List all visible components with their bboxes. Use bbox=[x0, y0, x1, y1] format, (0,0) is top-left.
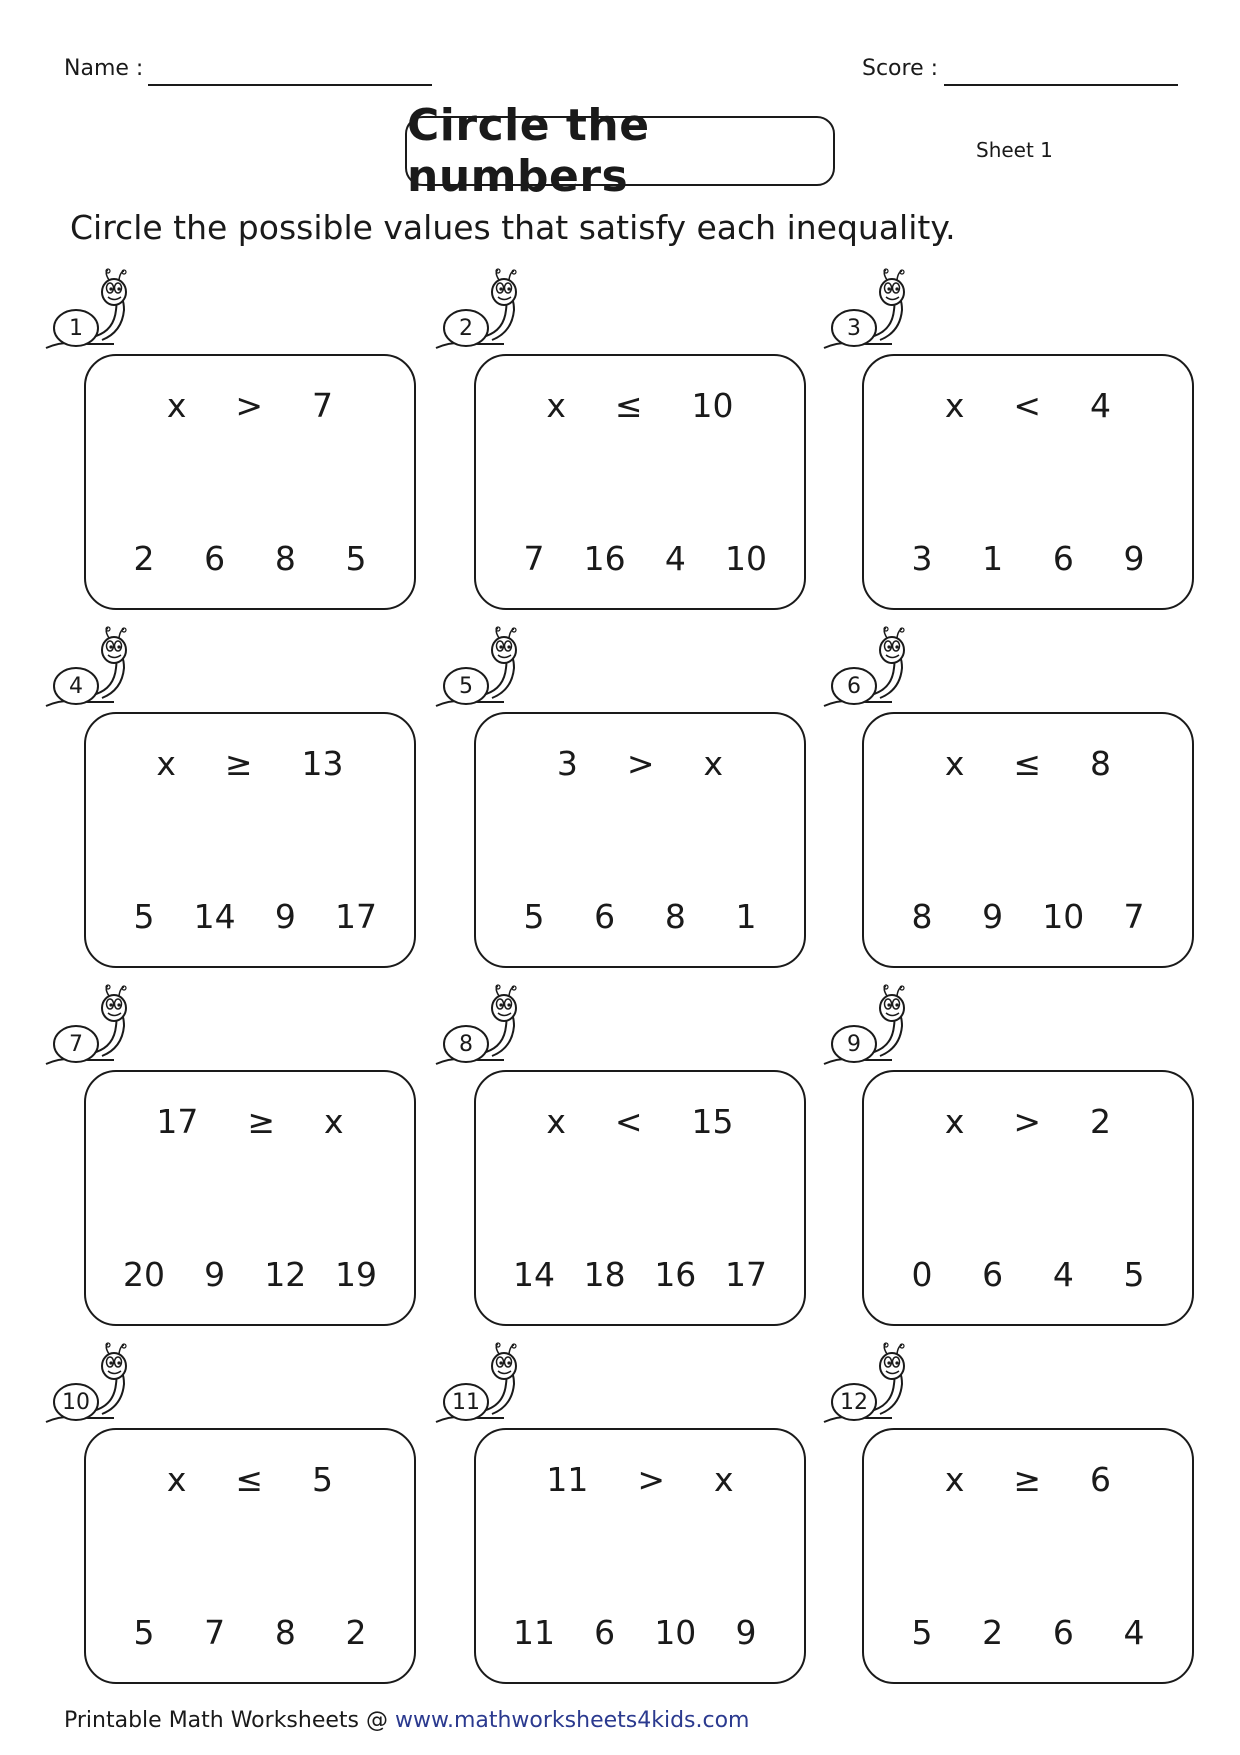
problem-11 bbox=[434, 1344, 774, 1684]
answer-choice[interactable]: 6 bbox=[594, 897, 616, 936]
footer-link[interactable]: www.mathworksheets4kids.com bbox=[394, 1708, 750, 1733]
problem-card bbox=[474, 1070, 806, 1326]
instructions: Circle the possible values that satisfy each inequality. bbox=[70, 208, 956, 247]
name-line[interactable] bbox=[148, 84, 432, 86]
choice-row bbox=[512, 1255, 768, 1294]
problem-12 bbox=[822, 1344, 1162, 1684]
inequality: 3 > x bbox=[556, 744, 724, 783]
answer-choice[interactable]: 2 bbox=[345, 1613, 367, 1652]
answer-choice[interactable]: 17 bbox=[334, 897, 377, 936]
footer-text: Printable Math Worksheets @ bbox=[64, 1708, 395, 1733]
inequality: x > 7 bbox=[166, 386, 334, 425]
problem-card bbox=[84, 354, 416, 610]
score-label: Score : bbox=[862, 56, 939, 81]
problem-number: 12 bbox=[840, 1389, 868, 1415]
answer-choice[interactable]: 5 bbox=[133, 1613, 155, 1652]
answer-choice[interactable]: 2 bbox=[982, 1613, 1004, 1652]
problem-number: 4 bbox=[69, 673, 83, 699]
problem-number: 3 bbox=[847, 315, 861, 341]
answer-choice[interactable]: 8 bbox=[274, 539, 296, 578]
answer-choice[interactable]: 19 bbox=[334, 1255, 377, 1294]
answer-choice[interactable]: 1 bbox=[982, 539, 1004, 578]
sheet-number: Sheet 1 bbox=[976, 138, 1053, 162]
answer-choice[interactable]: 2 bbox=[133, 539, 155, 578]
answer-choice[interactable]: 20 bbox=[123, 1255, 165, 1294]
answer-choice[interactable]: 16 bbox=[654, 1255, 697, 1294]
answer-choice[interactable]: 10 bbox=[724, 539, 767, 578]
problem-5 bbox=[434, 628, 774, 968]
inequality: x ≥ 6 bbox=[944, 1460, 1112, 1499]
answer-choice[interactable]: 9 bbox=[1123, 539, 1145, 578]
answer-choice[interactable]: 9 bbox=[735, 1613, 757, 1652]
problem-6 bbox=[822, 628, 1162, 968]
choice-row bbox=[122, 897, 378, 936]
problem-number: 5 bbox=[459, 673, 473, 699]
problem-card bbox=[84, 1428, 416, 1684]
problem-number: 8 bbox=[459, 1031, 473, 1057]
answer-choice[interactable]: 18 bbox=[583, 1255, 626, 1294]
problem-card bbox=[862, 1070, 1194, 1326]
answer-choice[interactable]: 12 bbox=[264, 1255, 307, 1294]
answer-choice[interactable]: 5 bbox=[345, 539, 367, 578]
problem-9 bbox=[822, 986, 1162, 1326]
answer-choice[interactable]: 17 bbox=[724, 1255, 767, 1294]
inequality: x ≤ 5 bbox=[166, 1460, 334, 1499]
choice-row bbox=[900, 1255, 1156, 1294]
choice-row bbox=[122, 539, 378, 578]
answer-choice[interactable]: 6 bbox=[1052, 539, 1074, 578]
answer-choice[interactable]: 9 bbox=[204, 1255, 226, 1294]
problem-number: 10 bbox=[62, 1389, 90, 1415]
choice-row bbox=[512, 539, 768, 578]
answer-choice[interactable]: 8 bbox=[664, 897, 686, 936]
answer-choice[interactable]: 0 bbox=[911, 1255, 933, 1294]
inequality: x ≤ 8 bbox=[944, 744, 1112, 783]
inequality: 17 ≥ x bbox=[156, 1102, 344, 1141]
answer-choice[interactable]: 1 bbox=[735, 897, 757, 936]
problem-number: 6 bbox=[847, 673, 861, 699]
answer-choice[interactable]: 3 bbox=[911, 539, 933, 578]
answer-choice[interactable]: 10 bbox=[654, 1613, 697, 1652]
problem-2 bbox=[434, 270, 774, 610]
choice-row bbox=[900, 539, 1156, 578]
problem-10 bbox=[44, 1344, 384, 1684]
answer-choice[interactable]: 14 bbox=[193, 897, 236, 936]
choice-row bbox=[900, 897, 1156, 936]
footer bbox=[64, 1708, 749, 1733]
inequality: x < 4 bbox=[944, 386, 1112, 425]
inequality: x ≥ 13 bbox=[156, 744, 344, 783]
problem-number: 7 bbox=[69, 1031, 83, 1057]
answer-choice[interactable]: 5 bbox=[1123, 1255, 1145, 1294]
choice-row bbox=[512, 1613, 768, 1652]
choice-row bbox=[900, 1613, 1156, 1652]
inequality: x < 15 bbox=[546, 1102, 734, 1141]
inequality: 11 > x bbox=[546, 1460, 734, 1499]
title-box bbox=[405, 100, 835, 202]
problem-3 bbox=[822, 270, 1162, 610]
answer-choice[interactable]: 7 bbox=[1123, 897, 1145, 936]
problem-card bbox=[474, 354, 806, 610]
problem-card bbox=[862, 1428, 1194, 1684]
problem-number: 2 bbox=[459, 315, 473, 341]
answer-choice[interactable]: 8 bbox=[911, 897, 933, 936]
choice-row bbox=[122, 1613, 378, 1652]
score-line[interactable] bbox=[944, 84, 1178, 86]
answer-choice[interactable]: 6 bbox=[594, 1613, 616, 1652]
problem-card bbox=[474, 712, 806, 968]
answer-choice[interactable]: 4 bbox=[1123, 1613, 1145, 1652]
answer-choice[interactable]: 9 bbox=[982, 897, 1004, 936]
inequality: x ≤ 10 bbox=[546, 386, 734, 425]
answer-choice[interactable]: 4 bbox=[664, 539, 686, 578]
answer-choice[interactable]: 8 bbox=[274, 1613, 296, 1652]
answer-choice[interactable]: 6 bbox=[204, 539, 226, 578]
problem-card bbox=[84, 712, 416, 968]
answer-choice[interactable]: 6 bbox=[982, 1255, 1004, 1294]
problem-number: 11 bbox=[452, 1389, 480, 1415]
problem-7 bbox=[44, 986, 384, 1326]
problem-8 bbox=[434, 986, 774, 1326]
answer-choice[interactable]: 11 bbox=[513, 1613, 555, 1652]
choice-row bbox=[512, 897, 768, 936]
answer-choice[interactable]: 5 bbox=[911, 1613, 933, 1652]
choice-row bbox=[122, 1255, 378, 1294]
page-title: Circle the numbers bbox=[407, 100, 650, 202]
answer-choice[interactable]: 5 bbox=[133, 897, 155, 936]
name-label: Name : bbox=[64, 56, 144, 81]
problem-card bbox=[862, 354, 1194, 610]
answer-choice[interactable]: 16 bbox=[583, 539, 626, 578]
answer-choice[interactable]: 7 bbox=[523, 539, 545, 578]
problem-card bbox=[84, 1070, 416, 1326]
problem-4 bbox=[44, 628, 384, 968]
answer-choice[interactable]: 9 bbox=[274, 897, 296, 936]
inequality: x > 2 bbox=[944, 1102, 1112, 1141]
answer-choice[interactable]: 14 bbox=[513, 1255, 555, 1294]
answer-choice[interactable]: 6 bbox=[1052, 1613, 1074, 1652]
answer-choice[interactable]: 10 bbox=[1042, 897, 1085, 936]
problem-number: 9 bbox=[847, 1031, 861, 1057]
problem-number: 1 bbox=[69, 315, 83, 341]
problem-1 bbox=[44, 270, 384, 610]
problem-card bbox=[862, 712, 1194, 968]
answer-choice[interactable]: 5 bbox=[523, 897, 545, 936]
problem-card bbox=[474, 1428, 806, 1684]
answer-choice[interactable]: 4 bbox=[1052, 1255, 1074, 1294]
answer-choice[interactable]: 7 bbox=[204, 1613, 226, 1652]
